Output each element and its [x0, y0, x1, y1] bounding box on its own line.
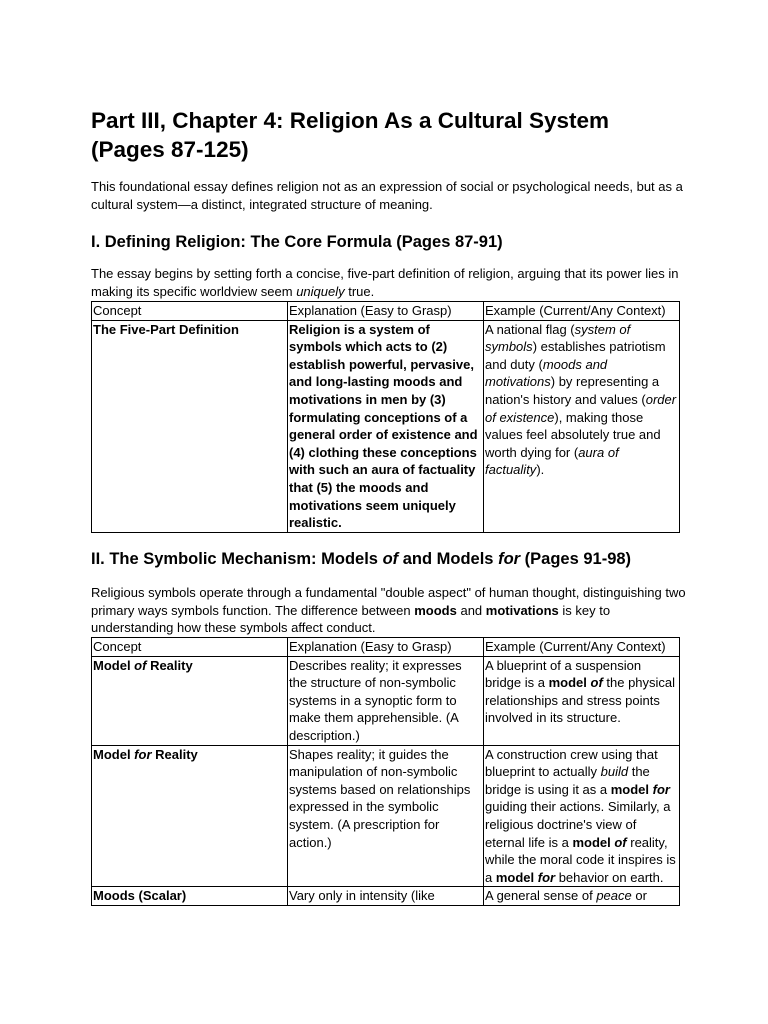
concept-cell: Moods (Scalar) [92, 887, 288, 906]
table-row [92, 745, 680, 887]
section-1-paragraph: The essay begins by setting forth a concise, five-part definition of religion, arguing that its power lies in making its specific worldview seem uniquely true. [91, 266, 679, 299]
example-cell: A national flag (system of symbols) establishes patriotism and duty (moods and motivations) by representing a nation's history and values (order of existence), making those values feel absolutely true and worth dying for (aura of factuality). [484, 320, 680, 532]
header-explanation: Explanation (Easy to Grasp) [288, 302, 484, 321]
definition-table [91, 301, 680, 533]
table-header-row [92, 638, 680, 657]
table-row [92, 320, 680, 532]
example-cell: A general sense of peace or [484, 887, 680, 906]
header-example: Example (Current/Any Context) [484, 302, 680, 321]
example-cell: A blueprint of a suspension bridge is a model of the physical relationships and stress points involved in its structure. [484, 656, 680, 745]
header-example: Example (Current/Any Context) [484, 638, 680, 657]
explanation-cell: Religion is a system of symbols which acts to (2) establish powerful, pervasive, and long-lasting moods and motivations in men by (3) formulating conceptions of a general order of existence and (4) clothing these conceptions with such an aura of factuality that (5) the moods and motivations seem uniquely realistic. [288, 320, 484, 532]
explanation-cell: Describes reality; it expresses the structure of non-symbolic systems in a synoptic form to make them apprehensible. (A description.) [288, 656, 484, 745]
table-row [92, 887, 680, 906]
page-title [91, 106, 679, 164]
explanation-cell: Shapes reality; it guides the manipulation of non-symbolic systems based on relationships expressed in the symbolic system. (A prescription for action.) [288, 745, 484, 887]
concept-cell: Model for Reality [92, 745, 288, 887]
header-concept: Concept [92, 638, 288, 657]
header-explanation: Explanation (Easy to Grasp) [288, 638, 484, 657]
header-concept: Concept [92, 302, 288, 321]
section-2-paragraph: Religious symbols operate through a fundamental "double aspect" of human thought, distinguishing two primary ways symbols function. The difference between moods and motivations is key to understanding how these symbols affect conduct. [91, 585, 686, 635]
table-header-row [92, 302, 680, 321]
section-1-heading: I. Defining Religion: The Core Formula (Pages 87-91) [91, 233, 503, 251]
models-table [91, 637, 680, 906]
title-line-1: Part III, Chapter 4: Religion As a Cultural System [91, 108, 610, 133]
intro-paragraph: This foundational essay defines religion not as an expression of social or psychological needs, but as a cultural system—a distinct, integrated structure of meaning. [91, 179, 683, 212]
explanation-cell: Vary only in intensity (like [288, 887, 484, 906]
section-2-heading: II. The Symbolic Mechanism: Models of and Models for (Pages 91-98) [91, 550, 632, 568]
concept-cell: The Five-Part Definition [92, 320, 288, 532]
table-row [92, 656, 680, 745]
title-line-2: (Pages 87-125) [91, 137, 249, 162]
concept-cell: Model of Reality [92, 656, 288, 745]
example-cell: A construction crew using that blueprint to actually build the bridge is using it as a model for guiding their actions. Similarly, a religious doctrine's view of eternal life is a model of reality, while the moral code it inspires is a model for behavior on earth. [484, 745, 680, 887]
